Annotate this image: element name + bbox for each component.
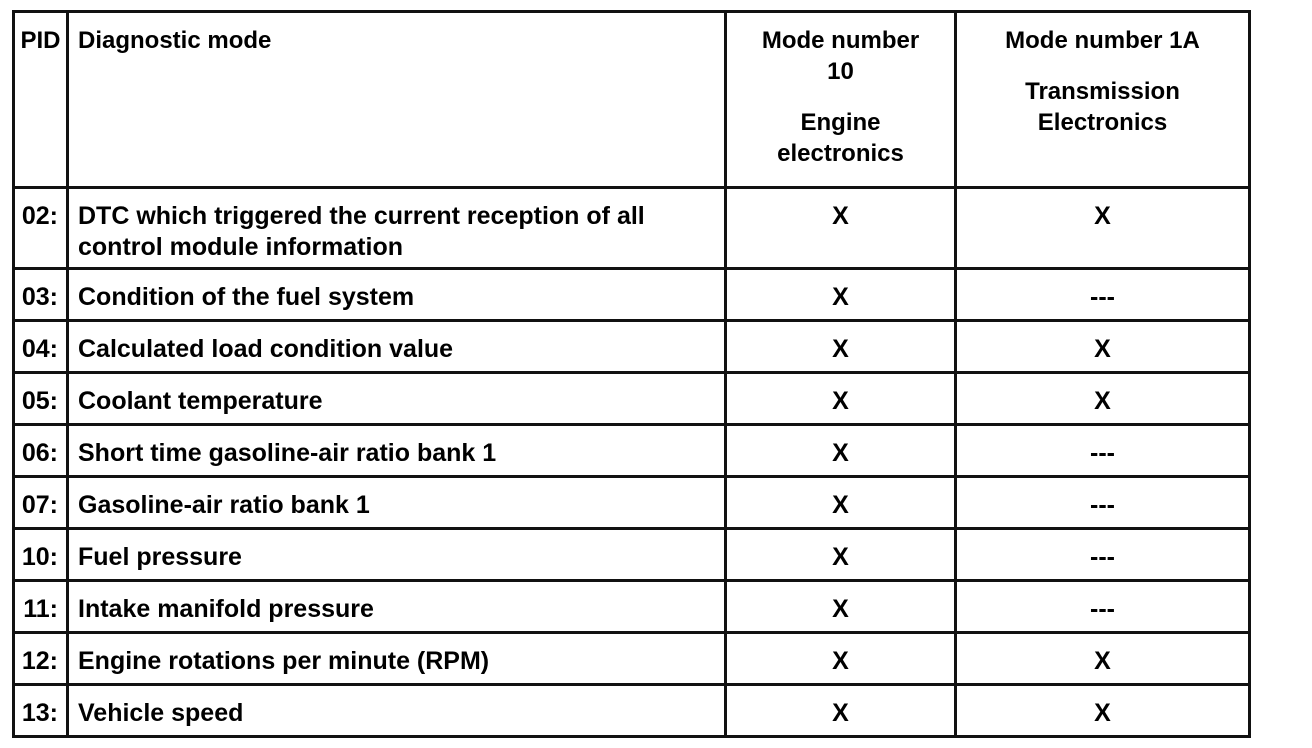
row-mode-10-mark: X	[726, 633, 956, 685]
row-mode-1a-mark: X	[956, 633, 1250, 685]
row-pid: 11:	[14, 581, 68, 633]
header-mode-10-number: Mode number 10	[761, 27, 920, 85]
table-row	[14, 581, 1250, 633]
row-diagnostic-mode: Gasoline-air ratio bank 1	[68, 477, 726, 529]
table-row	[14, 529, 1250, 581]
row-diagnostic-mode: Coolant temperature	[68, 373, 726, 425]
row-diagnostic-mode: Short time gasoline-air ratio bank 1	[68, 425, 726, 477]
header-diagnostic-mode: Diagnostic mode	[68, 12, 726, 188]
table-row	[14, 425, 1250, 477]
header-mode-10-subtitle: Engine electronics	[777, 109, 904, 167]
row-diagnostic-mode: Calculated load condition value	[68, 321, 726, 373]
header-mode-1a-subtitle: Transmission Electronics	[1025, 78, 1180, 136]
row-mode-1a-mark: X	[956, 321, 1250, 373]
row-mode-10-mark: X	[726, 685, 956, 737]
row-pid: 06:	[14, 425, 68, 477]
row-diagnostic-mode: Condition of the fuel system	[68, 269, 726, 321]
row-mode-10-mark: X	[726, 425, 956, 477]
row-mode-10-mark: X	[726, 477, 956, 529]
row-pid: 02:	[14, 188, 68, 269]
row-mode-10-mark: X	[726, 321, 956, 373]
row-pid: 07:	[14, 477, 68, 529]
header-mode-1a-number: Mode number 1A	[1005, 27, 1200, 54]
row-diagnostic-mode: Vehicle speed	[68, 685, 726, 737]
table-row	[14, 269, 1250, 321]
row-mode-10-mark: X	[726, 581, 956, 633]
table-row	[14, 633, 1250, 685]
table-row	[14, 321, 1250, 373]
table-row	[14, 188, 1250, 269]
pid-table-container	[12, 10, 1251, 738]
row-pid: 03:	[14, 269, 68, 321]
row-pid: 04:	[14, 321, 68, 373]
row-mode-10-mark: X	[726, 269, 956, 321]
row-pid: 13:	[14, 685, 68, 737]
row-diagnostic-mode: Engine rotations per minute (RPM)	[68, 633, 726, 685]
row-mode-1a-mark: ---	[956, 425, 1250, 477]
row-mode-1a-mark: ---	[956, 477, 1250, 529]
pid-diagnostic-table	[12, 10, 1251, 738]
table-header-row	[14, 12, 1250, 188]
header-mode-1a	[956, 12, 1250, 188]
header-pid: PID	[14, 12, 68, 188]
header-mode-10	[726, 12, 956, 188]
row-mode-10-mark: X	[726, 373, 956, 425]
row-mode-10-mark: X	[726, 529, 956, 581]
row-pid: 10:	[14, 529, 68, 581]
row-diagnostic-mode: Intake manifold pressure	[68, 581, 726, 633]
row-mode-1a-mark: ---	[956, 529, 1250, 581]
row-mode-10-mark: X	[726, 188, 956, 269]
row-pid: 05:	[14, 373, 68, 425]
row-diagnostic-mode: DTC which triggered the current reception of all control module information	[68, 188, 726, 269]
row-mode-1a-mark: ---	[956, 269, 1250, 321]
row-mode-1a-mark: X	[956, 188, 1250, 269]
row-mode-1a-mark: X	[956, 373, 1250, 425]
row-mode-1a-mark: X	[956, 685, 1250, 737]
row-diagnostic-mode: Fuel pressure	[68, 529, 726, 581]
table-row	[14, 373, 1250, 425]
table-row	[14, 685, 1250, 737]
table-row	[14, 477, 1250, 529]
row-mode-1a-mark: ---	[956, 581, 1250, 633]
row-pid: 12:	[14, 633, 68, 685]
